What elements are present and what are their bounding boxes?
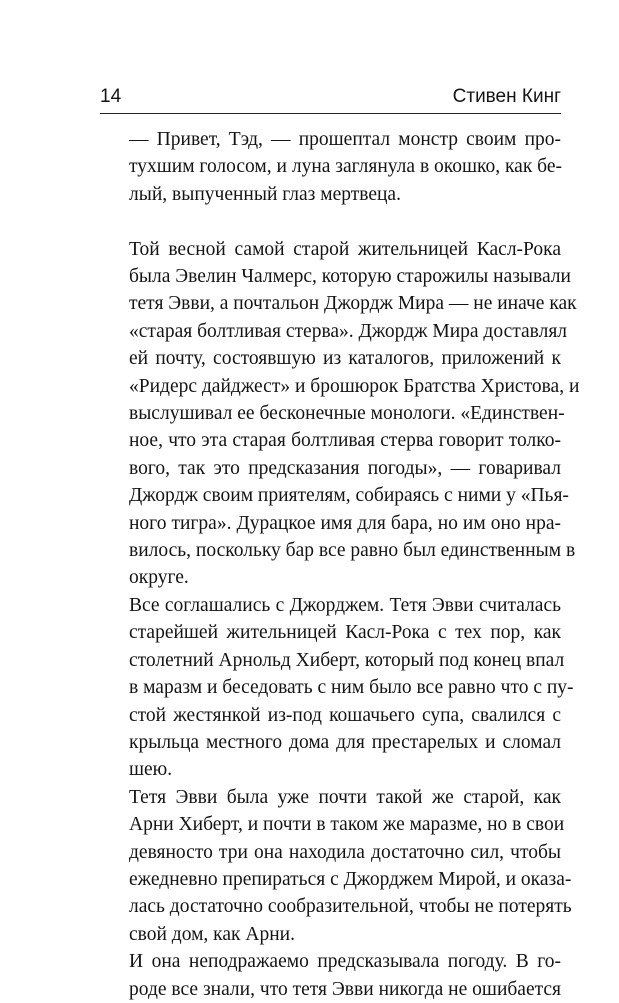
text-line: была Эвелин Чалмерс, которую старожилы называли	[129, 266, 571, 288]
header-rule	[100, 113, 561, 114]
text-line: крыльца местного дома для престарелых и сломал	[129, 731, 561, 753]
text-line: лась достаточно сообразительной, чтобы не потерять	[129, 896, 572, 918]
paragraph-5	[100, 948, 561, 1003]
running-head	[100, 84, 561, 110]
text-line: тетя Эвви, а почтальон Джордж Мира — не иначе как	[129, 293, 577, 315]
text-line: девяносто три она находила достаточно сил, чтобы	[129, 841, 561, 863]
text-line: старейшей жительницей Касл-Рока с тех пор, как	[129, 622, 561, 644]
book-author: Стивен Кинг	[452, 86, 561, 107]
text-line: Той весной самой старой жительницей Касл-Рока	[129, 238, 561, 260]
text-line: свой дом, как Арни.	[129, 923, 295, 945]
text-line: «старая болтливая стерва». Джордж Мира доставлял	[129, 320, 568, 342]
page-number: 14	[100, 86, 122, 107]
text-line: И она неподражаемо предсказывала погоду. В го-	[129, 951, 561, 973]
text-line: Арни Хиберт, и почти в таком же маразме, но в свои	[129, 814, 565, 836]
text-line: вилось, поскольку бар все равно был единственным в	[129, 540, 576, 562]
text-line: ей почту, состоявшую из каталогов, приложений к	[129, 348, 561, 370]
text-line: ного тигра». Дурацкое имя для бара, но им оно нра-	[129, 512, 561, 534]
paragraph-3	[100, 592, 574, 784]
text-line: Джордж своим приятелям, собираясь с ними у «Пья-	[129, 485, 569, 507]
text-line: округе.	[129, 567, 189, 589]
text-line: тухшим голосом, и луна заглянула в окошко, как бе-	[129, 156, 562, 178]
text-line: стой жестянкой из-под кошачьего супа, свалился с	[129, 704, 561, 726]
paragraph-1	[100, 126, 561, 208]
text-line: роде все знали, что тетя Эвви никогда не ошибается	[129, 978, 561, 1000]
text-line: в маразм и беседовать с ним было все равно что с пу-	[129, 677, 574, 699]
text-line: ное, что эта старая болтливая стерва говорит толко-	[129, 430, 561, 452]
paragraph-2	[100, 236, 580, 592]
body-text	[100, 126, 580, 1003]
text-line: «Ридерс дайджест» и брошюрок Братства Христова, и	[129, 375, 580, 397]
text-line: шею.	[129, 759, 173, 781]
text-line: Тетя Эвви была уже почти такой же старой, как	[129, 786, 561, 808]
paragraph-4	[100, 784, 572, 948]
text-line: выслушивал ее бесконечные монологи. «Единствен-	[129, 403, 565, 425]
text-line: столетний Арнольд Хиберт, который под конец впал	[129, 649, 565, 671]
text-line: ежедневно препираться с Джорджем Мирой, и оказа-	[129, 868, 572, 890]
text-line: лый, выпученный глаз мертвеца.	[129, 183, 401, 205]
text-line: — Привет, Тэд, — прошептал монстр своим про-	[129, 129, 561, 150]
text-line: вого, так это предсказания погоды», — говаривал	[129, 457, 561, 479]
text-line: Все соглашались с Джорджем. Тетя Эвви считалась	[129, 594, 561, 616]
